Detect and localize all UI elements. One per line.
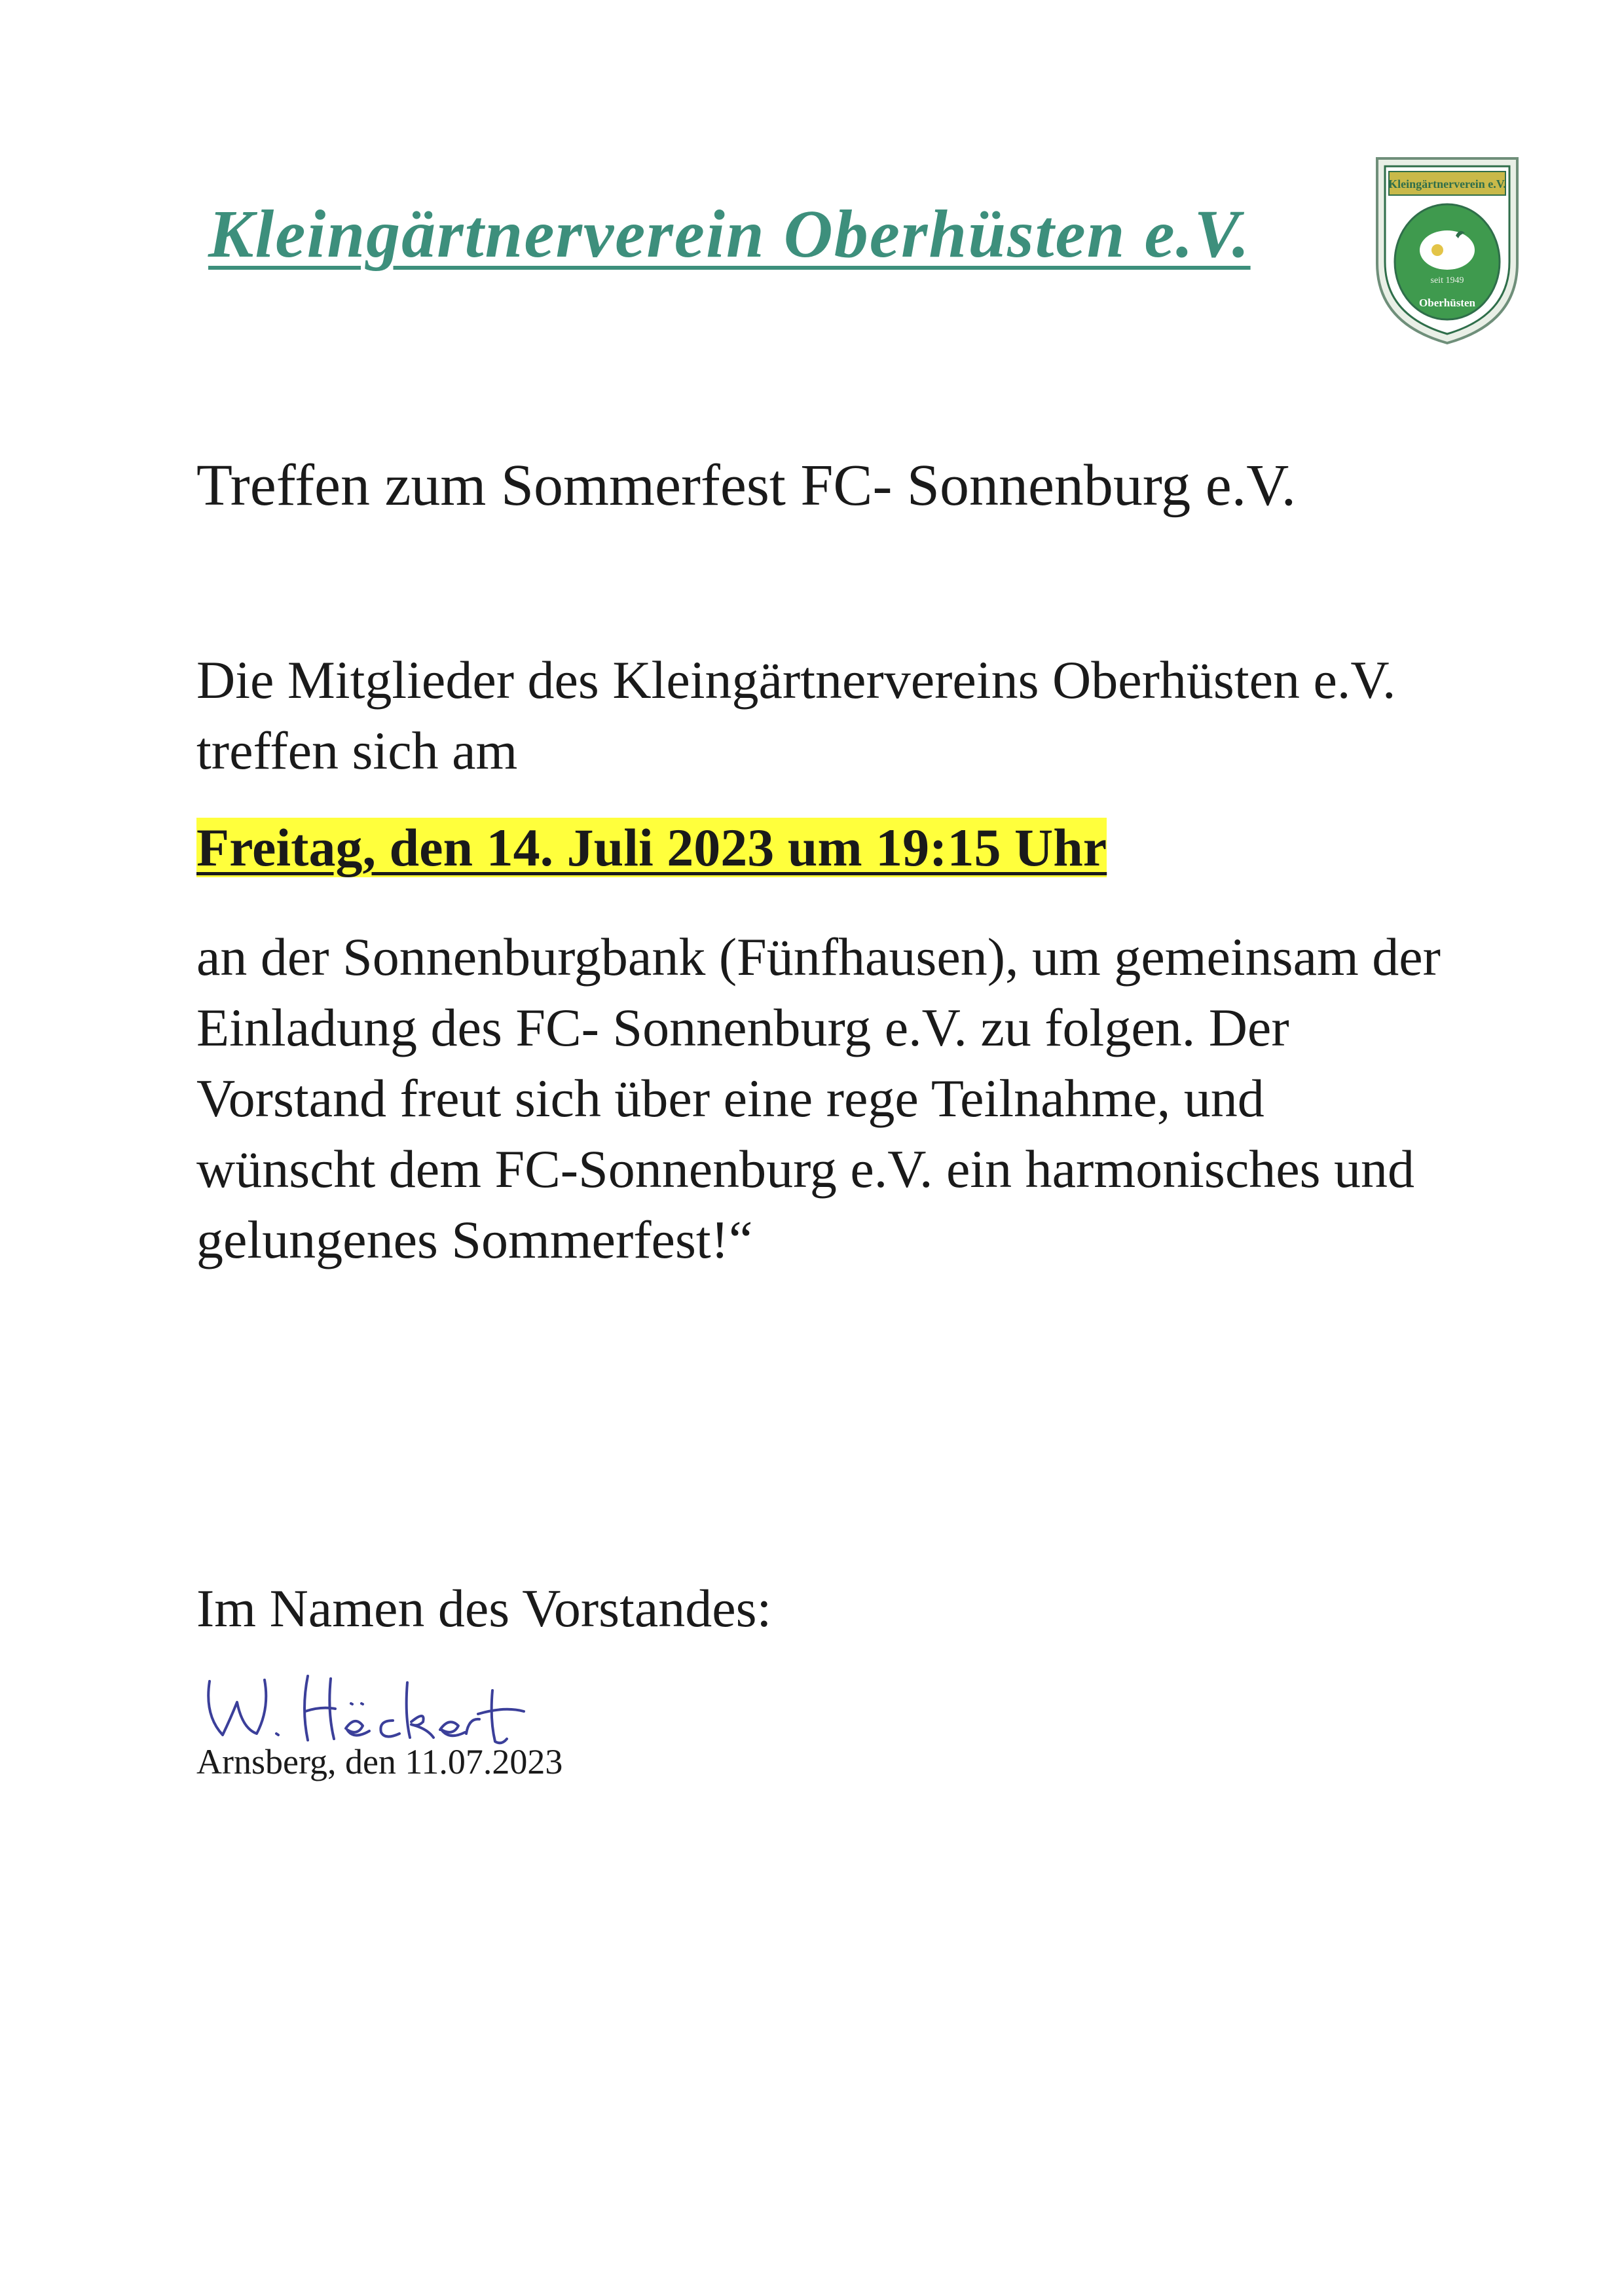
closing-line: Im Namen des Vorstandes: — [196, 1578, 772, 1638]
date-highlight-line — [196, 817, 1107, 879]
crest-top-text: Kleingärtnerverein e.V. — [1388, 177, 1506, 191]
crest-sky — [1420, 230, 1475, 270]
place-and-date: Arnsberg, den 11.07.2023 — [196, 1742, 563, 1781]
document-subject: Treffen zum Sommerfest FC- Sonnenburg e.V. — [196, 453, 1297, 518]
crest-middle-text: seit 1949 — [1430, 276, 1464, 285]
crest-bottom-text: Oberhüsten — [1419, 297, 1475, 309]
club-crest-logo — [1372, 152, 1522, 348]
letterhead-org-name: Kleingärtnerverein Oberhüsten e.V. — [208, 196, 1251, 272]
intro-paragraph: Die Mitglieder des Kleingärtnervereins Oberhüsten e.V. treffen sich am — [196, 650, 1396, 780]
crest-sun — [1431, 244, 1443, 256]
date-highlight-text: Freitag, den 14. Juli 2023 um 19:15 Uhr — [196, 818, 1107, 877]
body-paragraph: an der Sonnenburgbank (Fünfhausen), um gemeinsam der Einladung des FC- Sonnenburg e.V. zu folgen. Der Vorstand freut sich über eine rege Teilnahme, und wünscht dem FC-Sonnenburg e.V. ein harmonisches und gelungenes Sommerfest!“ — [196, 927, 1441, 1269]
